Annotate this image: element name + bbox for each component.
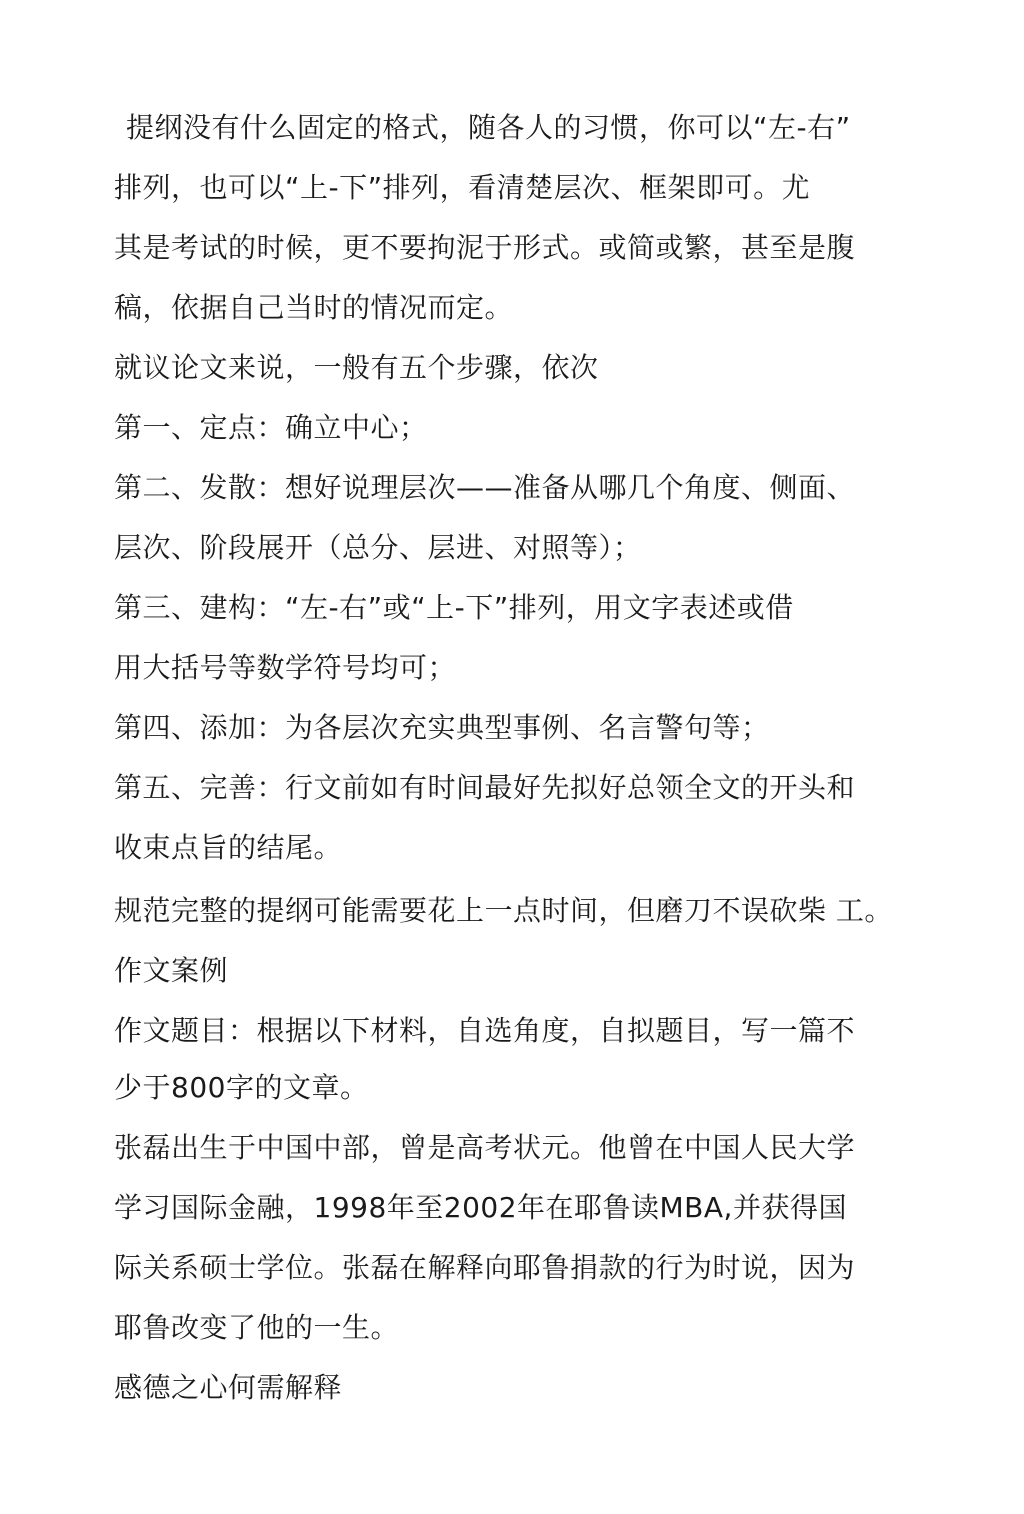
paragraph-line: 作文题目：根据以下材料，自选角度，自拟题目，写一篇不 (114, 1014, 856, 1047)
paragraph-line: 其是考试的时候，更不要拘泥于形式。或简或繁，甚至是腹 (114, 231, 856, 264)
paragraph-line: 际关系硕士学位。张磊在解释向耶鲁捐款的行为时说，因为 (114, 1251, 856, 1284)
paragraph-line: 排列，也可以“上-下”排列，看清楚层次、框架即可。尤 (114, 171, 811, 204)
paragraph-line: 张磊出生于中国中部，曾是高考状元。他曾在中国人民大学 (114, 1131, 856, 1164)
step-line: 用大括号等数学符号均可； (114, 651, 457, 684)
step-line: 第二、发散：想好说理层次——准备从哪几个角度、侧面、 (114, 471, 856, 504)
step-line: 第五、完善：行文前如有时间最好先拟好总领全文的开头和 (114, 771, 856, 804)
paragraph-line: 少于800字的文章。 (114, 1071, 369, 1104)
step-line: 第三、建构：“左-右”或“上-下”排列，用文字表述或借 (114, 591, 794, 624)
paragraph-line: 就议论文来说，一般有五个步骤，依次 (114, 351, 599, 384)
paragraph-line: 稿，依据自己当时的情况而定。 (114, 291, 514, 324)
essay-title: 感德之心何需解释 (114, 1371, 343, 1404)
paragraph-line: 提纲没有什么固定的格式，随各人的习惯，你可以“左-右” (126, 111, 851, 144)
step-line: 第四、添加：为各层次充实典型事例、名言警句等； (114, 711, 770, 744)
step-line: 层次、阶段展开（总分、层进、对照等）； (114, 531, 642, 564)
step-line: 收束点旨的结尾。 (114, 831, 343, 864)
paragraph-line: 耶鲁改变了他的一生。 (114, 1311, 400, 1344)
paragraph-line: 学习国际金融，1998年至2002年在耶鲁读MBA,并获得国 (114, 1191, 847, 1224)
step-line: 第一、定点：确立中心； (114, 411, 428, 444)
paragraph-line: 规范完整的提纲可能需要花上一点时间，但磨刀不误砍柴 工。 (114, 894, 893, 927)
section-heading: 作文案例 (114, 954, 229, 987)
